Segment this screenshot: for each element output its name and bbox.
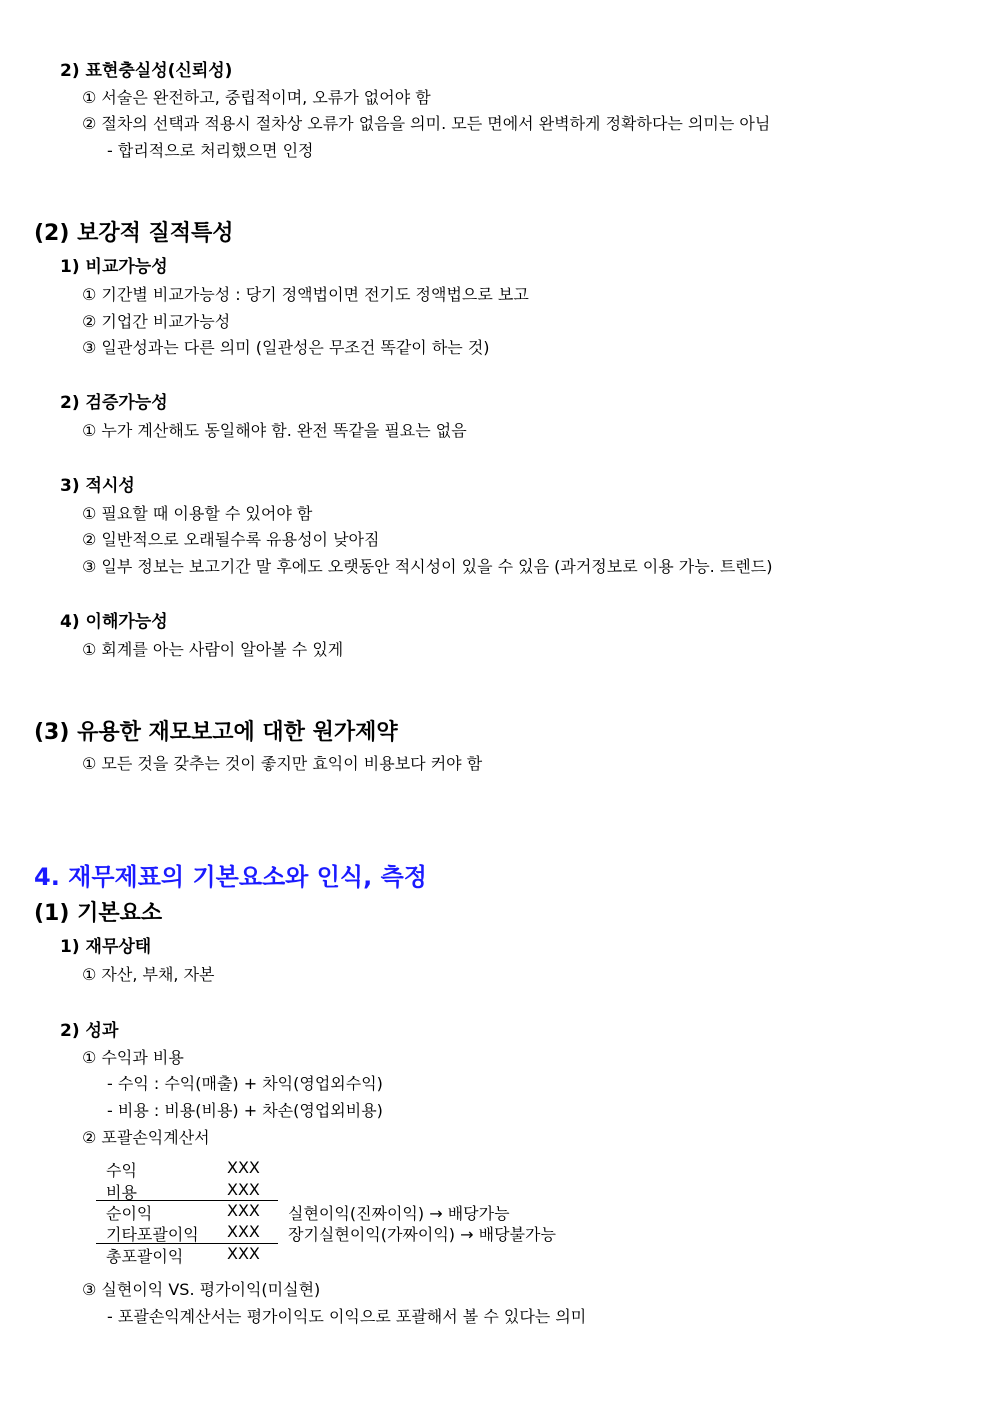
heading-cost-constraint: (3) 유용한 재모보고에 대한 원가제약: [34, 720, 398, 745]
list-item: ① 필요할 때 이용할 수 있어야 함: [82, 504, 313, 523]
list-item: ② 기업간 비교가능성: [82, 312, 231, 331]
list-item: ① 수익과 비용: [82, 1048, 184, 1067]
table-row-value: XXX: [227, 1222, 260, 1241]
list-item: ① 모든 것을 갖추는 것이 좋지만 효익이 비용보다 커야 함: [82, 754, 483, 773]
table-row-label: 총포괄이익: [106, 1247, 184, 1266]
list-item: ① 서술은 완전하고, 중립적이며, 오류가 없어야 함: [82, 88, 431, 107]
heading-verifiability: 2) 검증가능성: [60, 393, 168, 413]
list-item: ③ 일관성과는 다른 의미 (일관성은 무조건 똑같이 하는 것): [82, 338, 490, 357]
table-row-label: 기타포괄이익: [106, 1225, 199, 1244]
list-subitem: - 합리적으로 처리했으면 인정: [107, 141, 314, 160]
chapter-title: 4. 재무제표의 기본요소와 인식, 측정: [34, 863, 427, 891]
list-item: ② 포괄손익계산서: [82, 1128, 210, 1147]
list-item: ③ 실현이익 VS. 평가이익(미실현): [82, 1280, 321, 1299]
list-item: ② 일반적으로 오래될수록 유용성이 낮아짐: [82, 530, 380, 549]
table-row-value: XXX: [227, 1244, 260, 1263]
list-item: ① 자산, 부채, 자본: [82, 965, 215, 984]
heading-performance: 2) 성과: [60, 1021, 119, 1041]
table-row-label: 수익: [106, 1161, 137, 1180]
heading-timeliness: 3) 적시성: [60, 476, 135, 496]
table-row-value: XXX: [227, 1158, 260, 1177]
table-row-value: XXX: [227, 1180, 260, 1199]
list-subitem: - 비용 : 비용(비용) + 차손(영업외비용): [107, 1101, 383, 1120]
list-item: ① 기간별 비교가능성 : 당기 정액법이면 전기도 정액법으로 보고: [82, 285, 529, 304]
table-row-note: 실현이익(진짜이익) → 배당가능: [288, 1204, 510, 1223]
heading-enhancing-characteristics: (2) 보강적 질적특성: [34, 221, 234, 246]
list-item: ③ 일부 정보는 보고기간 말 후에도 오랫동안 적시성이 있을 수 있음 (과거정보로 이용 가능. 트렌드): [82, 557, 773, 576]
list-subitem: - 수익 : 수익(매출) + 차익(영업외수익): [107, 1074, 383, 1093]
heading-financial-position: 1) 재무상태: [60, 937, 152, 957]
heading-understandability: 4) 이해가능성: [60, 612, 168, 632]
heading-basic-elements: (1) 기본요소: [34, 901, 163, 926]
heading-comparability: 1) 비교가능성: [60, 257, 168, 277]
list-subitem: - 포괄손익계산서는 평가이익도 이익으로 포괄해서 볼 수 있다는 의미: [107, 1307, 587, 1326]
table-row-value: XXX: [227, 1201, 260, 1220]
table-row-label: 비용: [106, 1183, 137, 1202]
list-item: ① 회계를 아는 사람이 알아볼 수 있게: [82, 640, 344, 659]
table-row-note: 장기실현이익(가짜이익) → 배당불가능: [288, 1225, 556, 1244]
list-item: ① 누가 계산해도 동일해야 함. 완전 똑같을 필요는 없음: [82, 421, 467, 440]
table-row-label: 순이익: [106, 1204, 153, 1223]
list-item: ② 절차의 선택과 적용시 절차상 오류가 없음을 의미. 모든 면에서 완벽하게 정확하다는 의미는 아님: [82, 114, 771, 133]
heading-faithful-representation: 2) 표현충실성(신뢰성): [60, 61, 233, 81]
